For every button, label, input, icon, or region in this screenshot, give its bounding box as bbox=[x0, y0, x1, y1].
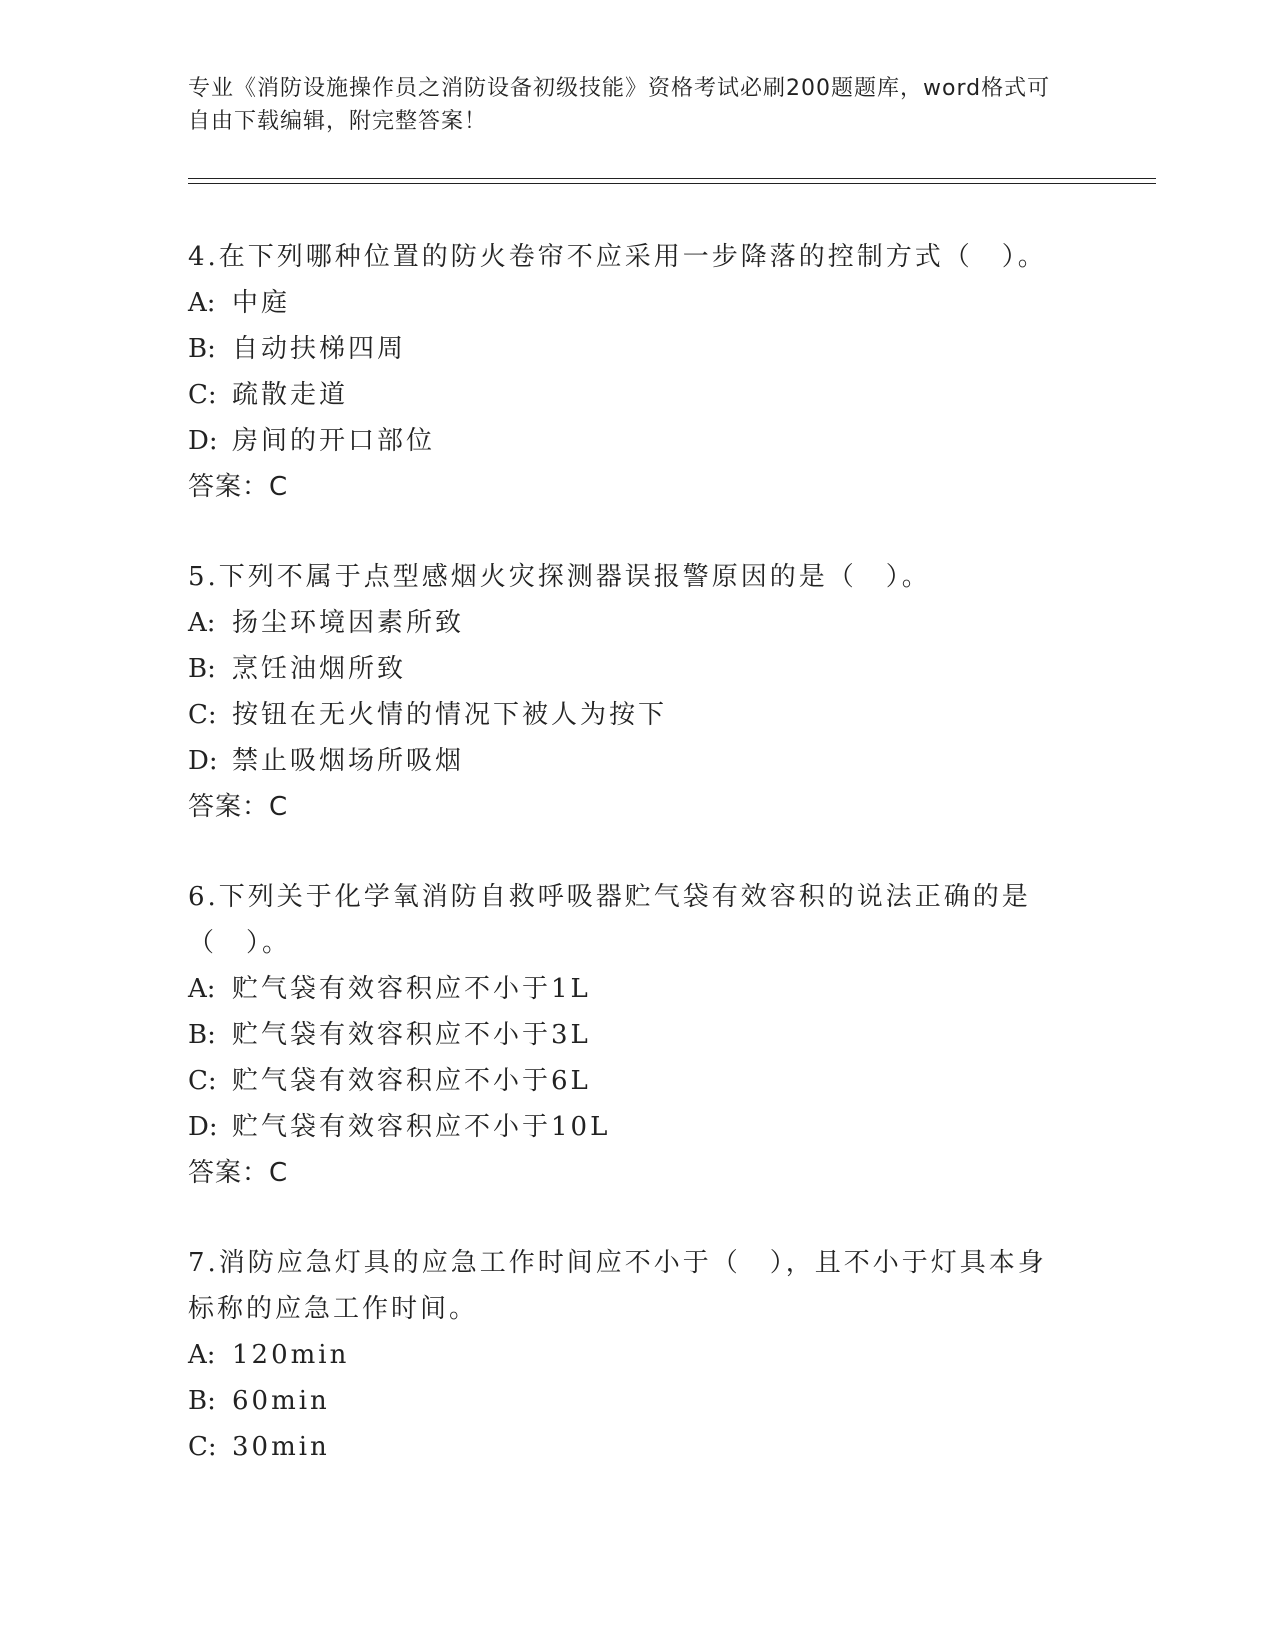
question-6 bbox=[188, 874, 1068, 1196]
option-c bbox=[188, 372, 1068, 418]
option-key: C: bbox=[188, 700, 217, 730]
option-key: A: bbox=[188, 608, 216, 638]
option-c bbox=[188, 1424, 1068, 1470]
option-b bbox=[188, 1378, 1068, 1424]
option-key: A: bbox=[188, 1340, 216, 1370]
question-7 bbox=[188, 1240, 1068, 1470]
option-text: 烹饪油烟所致 bbox=[232, 654, 407, 684]
option-b bbox=[188, 326, 1068, 372]
option-key: D: bbox=[188, 1112, 218, 1142]
option-key: D: bbox=[188, 746, 218, 776]
answer: 答案：C bbox=[188, 1158, 289, 1188]
option-a bbox=[188, 280, 1068, 326]
option-d bbox=[188, 1104, 1068, 1150]
option-b bbox=[188, 646, 1068, 692]
option-text: 贮气袋有效容积应不小于3L bbox=[232, 1020, 591, 1050]
option-key: A: bbox=[188, 288, 216, 318]
question-4 bbox=[188, 234, 1068, 510]
answer: 答案：C bbox=[188, 472, 289, 502]
option-key: C: bbox=[188, 380, 217, 410]
option-a bbox=[188, 966, 1068, 1012]
option-text: 按钮在无火情的情况下被人为按下 bbox=[232, 700, 668, 730]
question-stem: 7.消防应急灯具的应急工作时间应不小于（ ），且不小于灯具本身标称的应急工作时间。 bbox=[188, 1248, 1047, 1324]
option-c bbox=[188, 1058, 1068, 1104]
option-d bbox=[188, 738, 1068, 784]
option-key: D: bbox=[188, 426, 218, 456]
header-title: 专业《消防设施操作员之消防设备初级技能》资格考试必刷200题题库，word格式可自由下载编辑，附完整答案！ bbox=[188, 76, 1051, 134]
option-a bbox=[188, 600, 1068, 646]
option-text: 贮气袋有效容积应不小于6L bbox=[232, 1066, 591, 1096]
option-key: B: bbox=[188, 1386, 216, 1416]
option-b bbox=[188, 1012, 1068, 1058]
answer: 答案：C bbox=[188, 792, 289, 822]
option-key: A: bbox=[188, 974, 216, 1004]
header-divider-bottom bbox=[188, 183, 1156, 184]
question-stem: 6.下列关于化学氧消防自救呼吸器贮气袋有效容积的说法正确的是（ ）。 bbox=[188, 882, 1031, 958]
option-key: B: bbox=[188, 1020, 216, 1050]
option-text: 禁止吸烟场所吸烟 bbox=[232, 746, 465, 776]
header-divider-top bbox=[188, 178, 1156, 179]
option-text: 房间的开口部位 bbox=[232, 426, 436, 456]
option-key: B: bbox=[188, 654, 216, 684]
option-text: 60min bbox=[232, 1386, 330, 1416]
question-stem: 5.下列不属于点型感烟火灾探测器误报警原因的是（ ）。 bbox=[188, 562, 931, 592]
option-key: C: bbox=[188, 1066, 217, 1096]
option-a bbox=[188, 1332, 1068, 1378]
option-key: B: bbox=[188, 334, 216, 364]
option-text: 120min bbox=[232, 1340, 350, 1370]
option-text: 自动扶梯四周 bbox=[232, 334, 407, 364]
option-key: C: bbox=[188, 1432, 217, 1462]
question-5 bbox=[188, 554, 1068, 830]
option-text: 疏散走道 bbox=[232, 380, 349, 410]
option-text: 中庭 bbox=[232, 288, 291, 318]
option-c bbox=[188, 692, 1068, 738]
option-text: 贮气袋有效容积应不小于10L bbox=[232, 1112, 611, 1142]
option-d bbox=[188, 418, 1068, 464]
question-stem: 4.在下列哪种位置的防火卷帘不应采用一步降落的控制方式（ ）。 bbox=[188, 242, 1047, 272]
option-text: 30min bbox=[232, 1432, 330, 1462]
option-text: 贮气袋有效容积应不小于1L bbox=[232, 974, 591, 1004]
document-header bbox=[188, 72, 1068, 138]
option-text: 扬尘环境因素所致 bbox=[232, 608, 465, 638]
